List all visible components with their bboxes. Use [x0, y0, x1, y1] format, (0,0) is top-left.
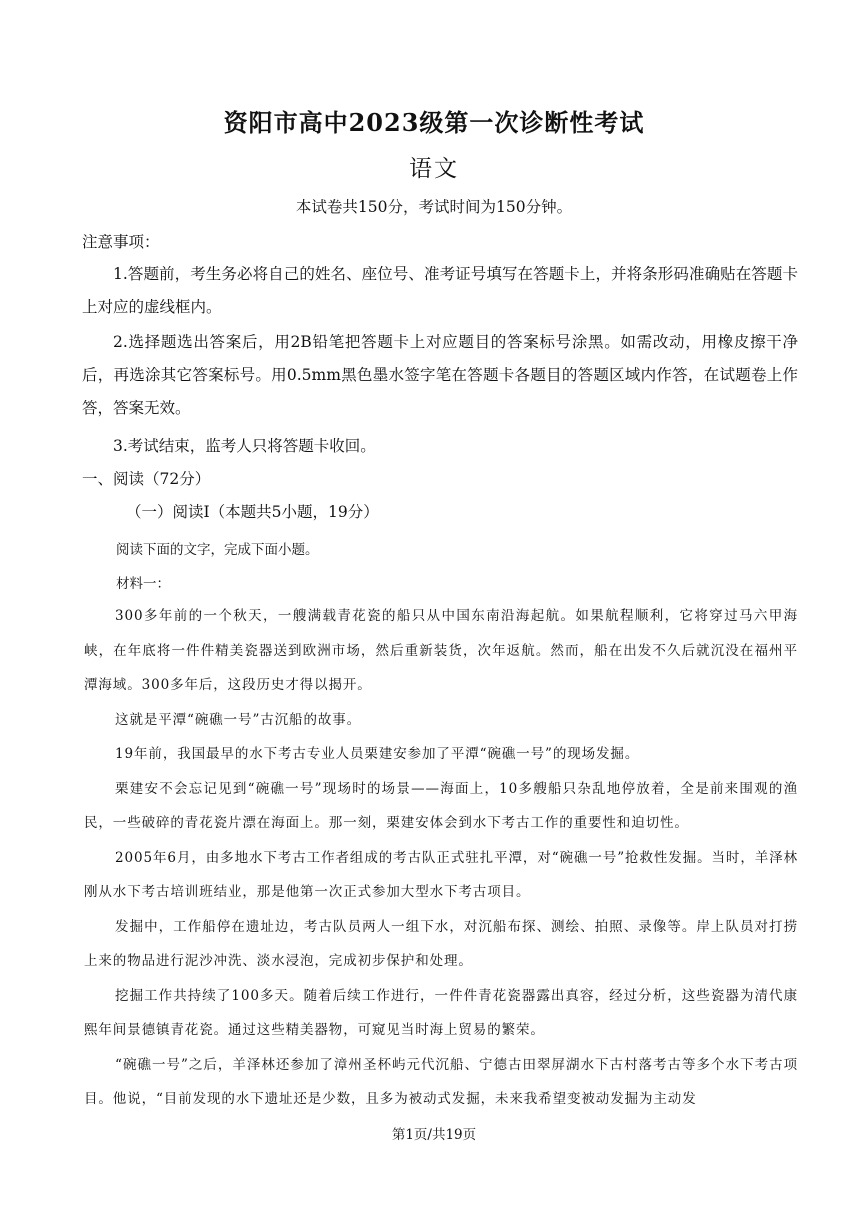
- material-paragraph: 挖掘工作共持续了100多天。随着后续工作进行，一件件青花瓷器露出真容，经过分析，这些瓷器为清代康熙年间景德镇青花瓷。通过这些精美器物，可窥见当时海上贸易的繁荣。: [84, 987, 798, 1038]
- material-paragraph: 19年前，我国最早的水下考古专业人员栗建安参加了平潭“碗礁一号”的现场发掘。: [115, 746, 640, 762]
- material-text: [84, 599, 798, 1117]
- material-paragraph: 这就是平潭“碗礁一号”古沉船的故事。: [115, 711, 362, 728]
- exam-title: 资阳市高中2023级第一次诊断性考试: [223, 108, 645, 137]
- page-number: 第1页/共19页: [391, 1127, 477, 1143]
- reading-instruction: 阅读下面的文字，完成下面小题。: [116, 542, 319, 558]
- material-paragraph: 2005年6月，由多地水下考古工作者组成的考古队正式驻扎平潭，对“碗礁一号”抢救性发掘。当时，羊泽林刚从水下考古培训班结业，那是他第一次正式参加大型水下考古项目。: [84, 849, 798, 900]
- notice-item-3: 3.考试结束，监考人只将答题卡收回。: [113, 437, 376, 455]
- material-label: 材料一：: [116, 576, 170, 592]
- material-paragraph: 300多年前的一个秋天，一艘满载青花瓷的船只从中国东南沿海起航。如果航程顺利，它将穿过马六甲海峡，在年底将一件件精美瓷器送到欧洲市场，然后重新装货，次年返航。然而，船在出发不久后就沉没在福州平潭海域。300多年后，这段历史才得以揭开。: [84, 608, 798, 693]
- material-paragraph: 发掘中，工作船停在遗址边，考古队员两人一组下水，对沉船布探、测绘、拍照、录像等。岸上队员对打捞上来的物品进行泥沙冲洗、淡水浸泡，完成初步保护和处理。: [84, 918, 798, 969]
- notice-item-2: 2.选择题选出答案后，用2B铅笔把答题卡上对应题目的答案标号涂黑。如需改动，用橡皮擦干净后，再选涂其它答案标号。用0.5mm黑色墨水签字笔在答题卡各题目的答题区域内作答，在试题卷上作答，答案无效。: [82, 333, 798, 417]
- subject-title: 语文: [409, 156, 459, 182]
- subsection-title: （一）阅读Ⅰ（本题共5小题，19分）: [126, 503, 379, 521]
- notice-heading: 注意事项：: [82, 233, 160, 251]
- section-title: 一、阅读（72分）: [82, 470, 211, 488]
- material-paragraph: 栗建安不会忘记见到“碗礁一号”现场时的场景——海面上，10多艘船只杂乱地停放着，全是前来围观的渔民，一些破碎的青花瓷片漂在海面上。那一刻，栗建安体会到水下考古工作的重要性和迫切性。: [84, 780, 798, 831]
- exam-info: 本试卷共150分，考试时间为150分钟。: [295, 198, 573, 216]
- material-paragraph: “碗礁一号”之后，羊泽林还参加了漳州圣杯屿元代沉船、宁德古田翠屏湖水下古村落考古等多个水下考古项目。他说，“目前发现的水下遗址还是少数，且多为被动式发掘，未来我希望变被动发掘为主动发: [84, 1056, 798, 1107]
- notice-item-1: 1.答题前，考生务必将自己的姓名、座位号、准考证号填写在答题卡上，并将条形码准确贴在答题卡上对应的虚线框内。: [82, 265, 798, 316]
